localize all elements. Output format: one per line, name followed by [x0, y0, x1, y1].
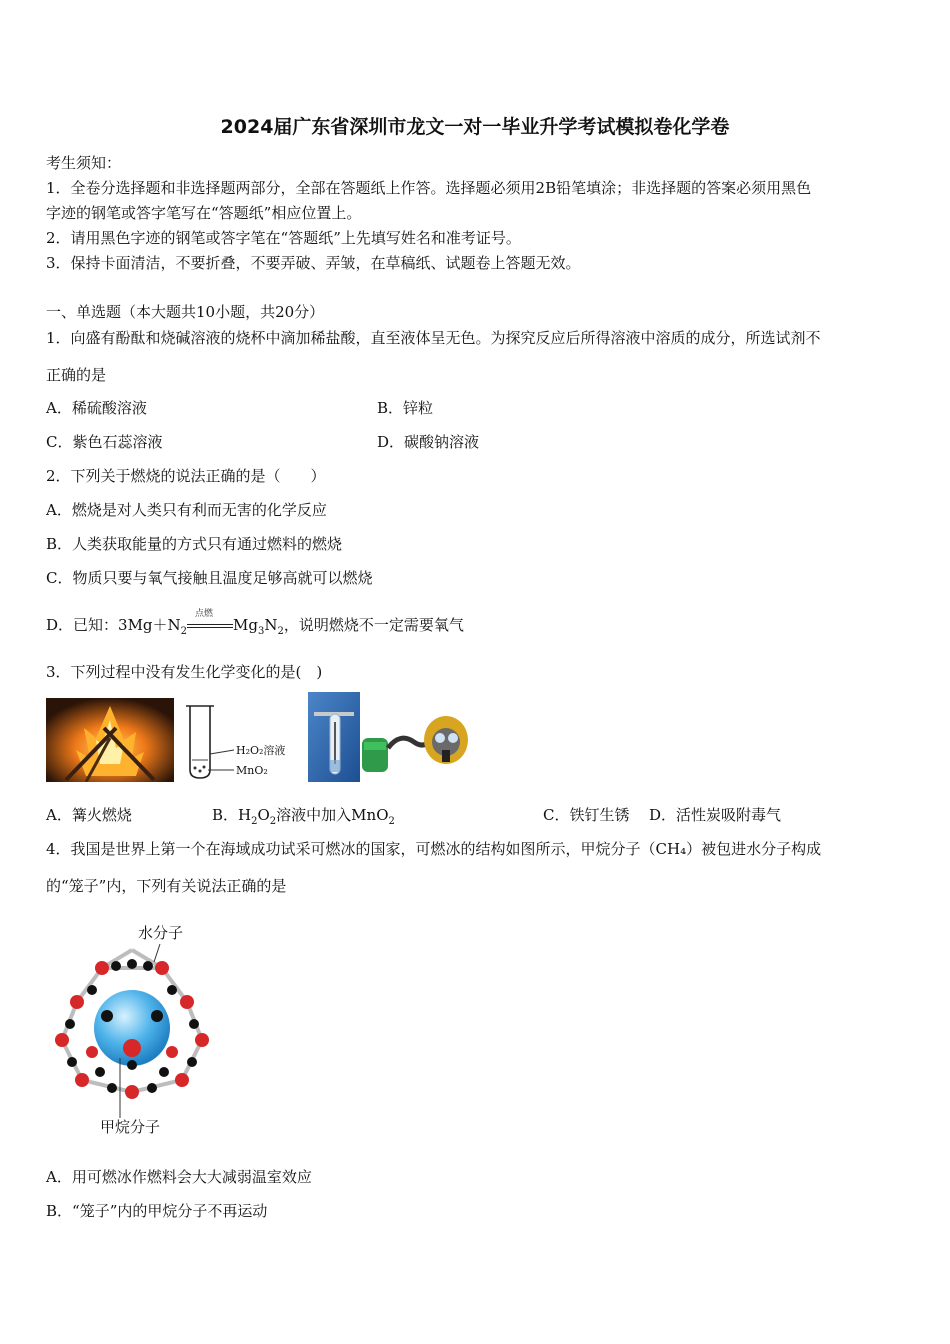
h2o2-label: H₂O₂溶液: [236, 744, 286, 757]
reaction-arrow: [187, 609, 233, 632]
q2-d-sub3: 2: [277, 626, 284, 637]
section-heading: 一、单选题（本大题共10小题，共20分）: [46, 303, 325, 321]
q1-option-b: B．锌粒: [377, 399, 434, 417]
q2-d-suffix: ，说明燃烧不一定需要氧气: [283, 616, 464, 634]
q2-option-b: B．人类获取能量的方式只有通过燃料的燃烧: [46, 535, 343, 553]
q3-option-a: A．篝火燃烧: [46, 806, 132, 824]
q2-d-prefix: D．已知：3Mg＋N: [46, 616, 181, 634]
q4-stem-a: 4．我国是世界上第一个在海域成功试采可燃冰的国家，可燃冰的结构如图所示，甲烷分子（CH₄）被包进水分子构成: [46, 840, 822, 858]
test-tube-figure: [184, 702, 302, 782]
reaction-condition: 点燃: [195, 609, 214, 619]
q2-option-a: A．燃烧是对人类只有利而无害的化学反应: [46, 501, 327, 519]
page-title: 2024届广东省深圳市龙文一对一毕业升学考试模拟卷化学卷: [220, 116, 730, 138]
gas-mask-image: [360, 712, 470, 774]
q4-option-a: A．用可燃冰作燃料会大大减弱温室效应: [46, 1168, 312, 1186]
q1-option-d: D．碳酸钠溶液: [377, 433, 480, 451]
water-molecule-label: 水分子: [138, 924, 184, 942]
methane-hydrate-diagram: [52, 940, 212, 1120]
iron-nail-image: [308, 692, 360, 782]
q2-d-mid: Mg: [233, 616, 259, 634]
notice-item-2: 2．请用黑色字迹的钢笔或答字笔在“答题纸”上先填写姓名和准考证号。: [46, 229, 521, 247]
q3-option-c: C．铁钉生锈: [543, 806, 630, 824]
q3-option-d: D．活性炭吸附毒气: [649, 806, 782, 824]
q1-stem-b: 正确的是: [46, 366, 107, 384]
notice-item-3: 3．保持卡面清洁，不要折叠，不要弄破、弄皱，在草稿纸、试题卷上答题无效。: [46, 254, 581, 272]
notice-item-1b: 字迹的钢笔或答字笔写在“答题纸”相应位置上。: [46, 204, 362, 222]
q4-stem-b: 的“笼子”内，下列有关说法正确的是: [46, 877, 287, 895]
q3-option-b: B．$H_2O_2$溶液中加入MnO$_2$: [212, 806, 395, 827]
q1-stem-a: 1．向盛有酚酞和烧碱溶液的烧杯中滴加稀盐酸，直至液体呈无色。为探究反应后所得溶液中溶质的成分，所选试剂不: [46, 329, 821, 347]
q2-option-c: C．物质只要与氧气接触且温度足够高就可以燃烧: [46, 569, 373, 587]
notice-heading: 考生须知：: [46, 154, 122, 172]
bonfire-image: [46, 698, 174, 782]
mno2-label: MnO₂: [236, 764, 268, 777]
q1-option-a: A．稀硫酸溶液: [46, 399, 147, 417]
q2-d-sub1: 2: [180, 626, 188, 637]
q3-stem: 3．下列过程中没有发生化学变化的是( ): [46, 663, 323, 681]
methane-molecule-label: 甲烷分子: [100, 1118, 161, 1136]
q1-option-c: C．紫色石蕊溶液: [46, 433, 163, 451]
q2-d-sub2: 3: [258, 626, 265, 637]
q2-stem: 2．下列关于燃烧的说法正确的是（ ）: [46, 467, 326, 485]
notice-item-1a: 1．全卷分选择题和非选择题两部分，全部在答题纸上作答。选择题必须用2B铅笔填涂；非选择题的答案必须用黑色: [46, 179, 812, 197]
q2-option-d: [46, 609, 464, 637]
q2-d-n: N: [264, 616, 278, 634]
q4-option-b: B．“笼子”内的甲烷分子不再运动: [46, 1202, 268, 1220]
